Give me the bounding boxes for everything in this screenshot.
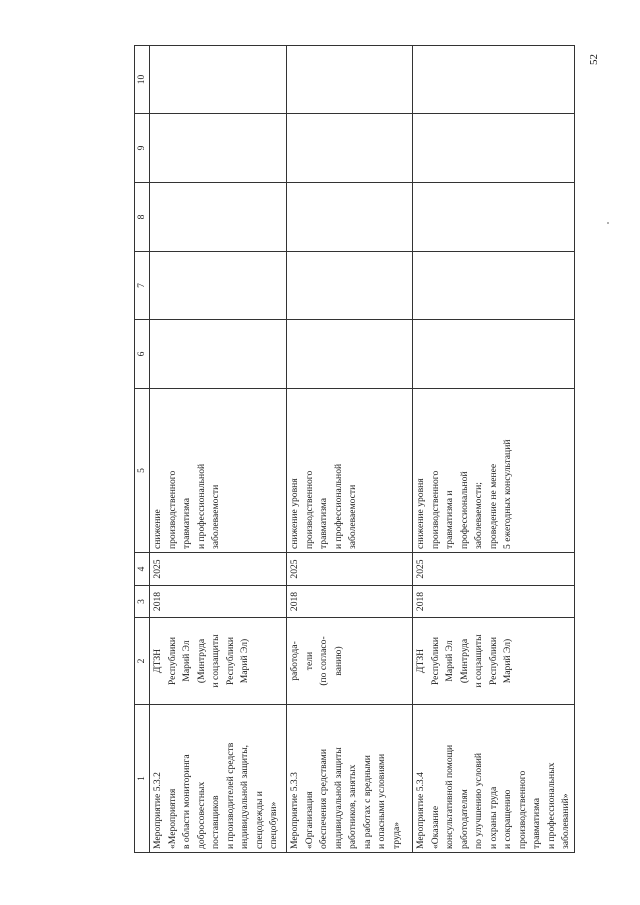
empty-cell (150, 183, 287, 252)
executor-cell: ДТЗН Республики Марий Эл (Минтруда и соцзащиты Республики Марий Эл) (150, 618, 287, 705)
header-col-10: 10 (135, 46, 150, 114)
start-year-cell: 2018 (413, 586, 575, 618)
expected-result-cell: снижение уровня производственного травматизма и профессиональной заболеваемости (287, 389, 413, 553)
empty-cell (413, 46, 575, 114)
empty-cell (150, 252, 287, 320)
measures-table (134, 45, 575, 853)
empty-cell (413, 183, 575, 252)
empty-cell (150, 46, 287, 114)
start-year-cell: 2018 (287, 586, 413, 618)
expected-result-cell: снижение уровня производственного травматизма и профессиональной заболеваемости; проведение не менее 5 ежегодных консультаций (413, 389, 575, 553)
header-col-9: 9 (135, 114, 150, 183)
header-col-7: 7 (135, 252, 150, 320)
header-col-3: 3 (135, 586, 150, 618)
table-row (287, 46, 413, 853)
measure-name-cell: Мероприятие 5.3.2 «Мероприятия в области мониторинга добросовестных поставщиков и производителей средств индивидуальной защиты, спецодежды и спецобуви» (150, 705, 287, 853)
table-row (413, 46, 575, 853)
empty-cell (287, 114, 413, 183)
empty-cell (287, 320, 413, 389)
header-col-6: 6 (135, 320, 150, 389)
empty-cell (413, 252, 575, 320)
expected-result-cell: снижение производственного травматизма и профессиональной заболеваемости (150, 389, 287, 553)
scan-speck (607, 222, 609, 224)
end-year-cell: 2025 (150, 553, 287, 586)
empty-cell (287, 183, 413, 252)
measure-name-cell: Мероприятие 5.3.4 «Оказание консультативной помощи работодателям по улучшению условий и охраны труда и сокращению производственного травматизма и профессиональных заболеваний» (413, 705, 575, 853)
header-col-4: 4 (135, 553, 150, 586)
empty-cell (413, 320, 575, 389)
empty-cell (413, 114, 575, 183)
table-header-row (135, 46, 150, 853)
measure-name-cell: Мероприятие 5.3.3 «Организация обеспечения средствами индивидуальной защиты работников, занятых на работах с вредными и опасными условиями труда» (287, 705, 413, 853)
executor-cell: ДТЗН Республики Марий Эл (Минтруда и соцзащиты Республики Марий Эл) (413, 618, 575, 705)
empty-cell (287, 46, 413, 114)
rotated-table-container (134, 46, 571, 853)
executor-cell: работода- тели (по согласо- ванию) (287, 618, 413, 705)
header-col-8: 8 (135, 183, 150, 252)
empty-cell (150, 320, 287, 389)
end-year-cell: 2025 (413, 553, 575, 586)
end-year-cell: 2025 (287, 553, 413, 586)
header-col-5: 5 (135, 389, 150, 553)
start-year-cell: 2018 (150, 586, 287, 618)
empty-cell (287, 252, 413, 320)
empty-cell (150, 114, 287, 183)
page-number: 52 (588, 54, 600, 65)
header-col-2: 2 (135, 618, 150, 705)
header-col-1: 1 (135, 705, 150, 853)
table-row (150, 46, 287, 853)
